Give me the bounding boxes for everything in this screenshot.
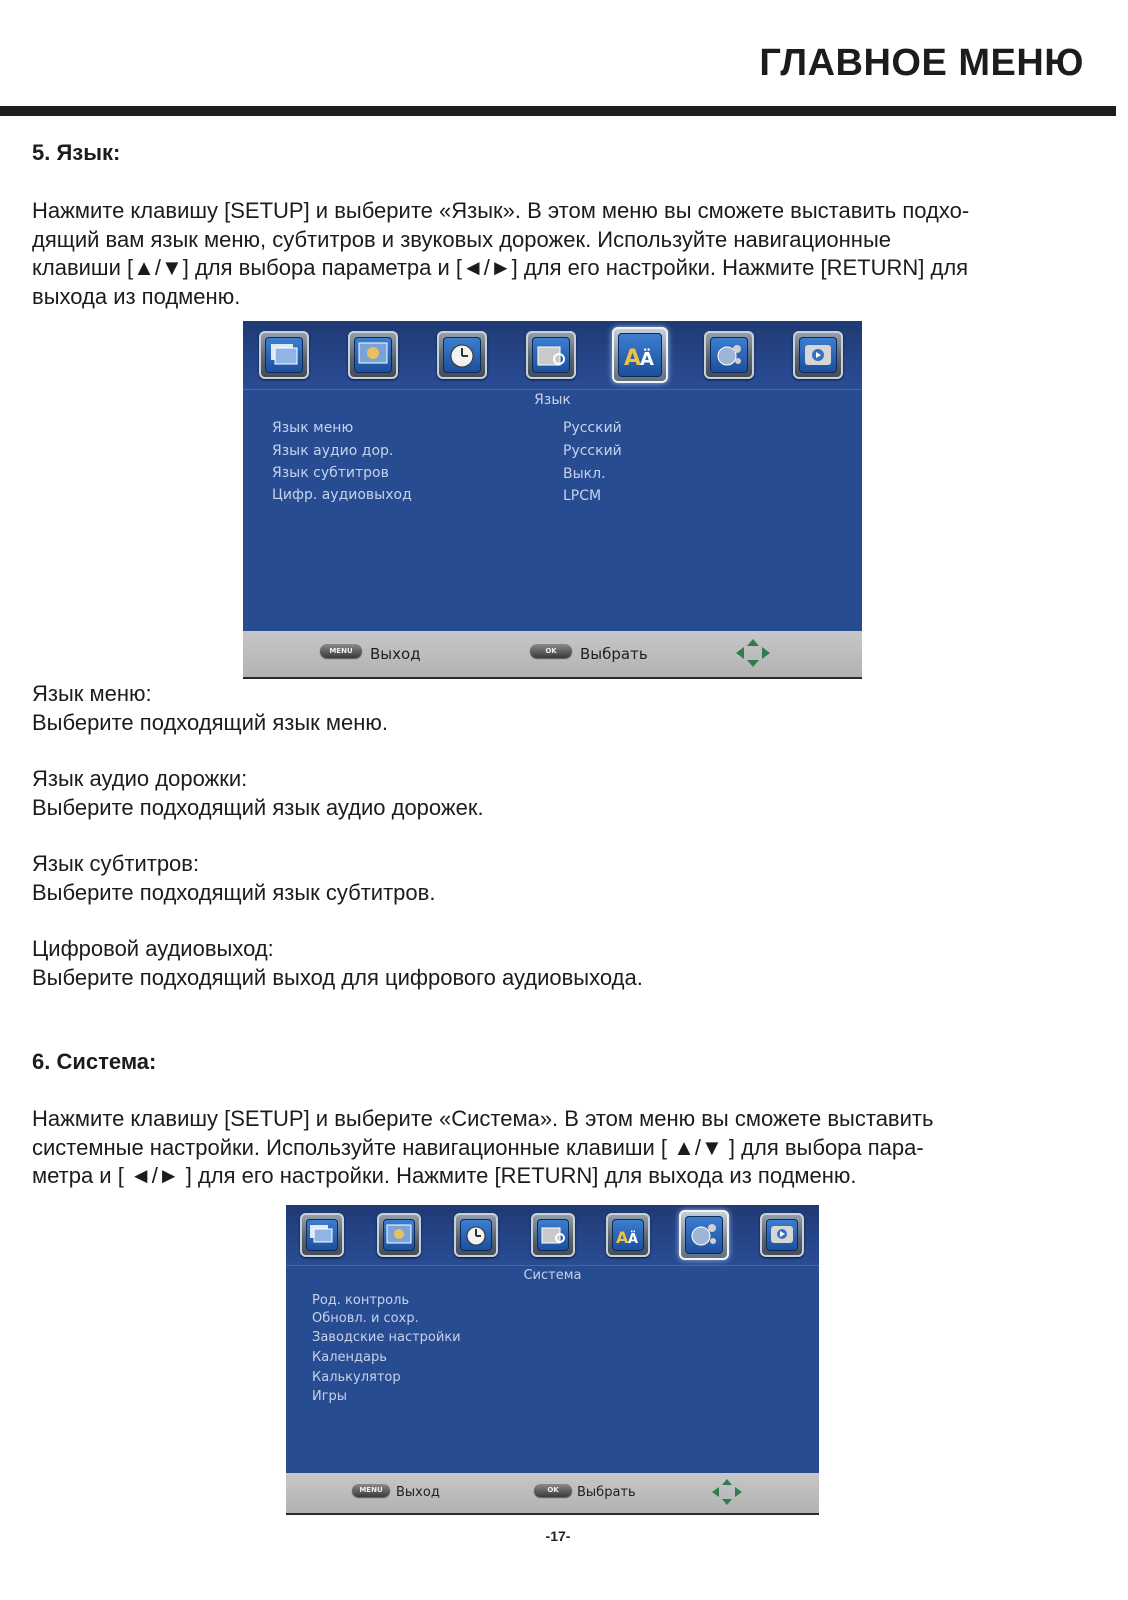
system-icon <box>679 1210 729 1260</box>
system-menu-screenshot <box>286 1205 819 1515</box>
channel-icon <box>531 1213 575 1257</box>
navigation-arrows-icon <box>734 637 772 669</box>
setting-label-audio-language: Язык аудио дор. <box>272 443 394 459</box>
description-title: Цифровой аудиовыход: <box>32 936 274 961</box>
description-text: Выберите подходящий язык меню. <box>32 710 388 735</box>
setting-label-menu-language: Язык меню <box>272 420 354 436</box>
select-hint-label: Выбрать <box>580 645 648 663</box>
picture-icon <box>348 331 398 379</box>
intro-line: Нажмите клавишу [SETUP] и выберите «Система». В этом меню вы сможете выставить <box>32 1106 934 1131</box>
menu-item-calendar: Календарь <box>312 1350 387 1365</box>
description-text: Выберите подходящий язык аудио дорожек. <box>32 795 484 820</box>
header-rule <box>0 106 1116 116</box>
page-number: -17- <box>545 1528 571 1544</box>
intro-line: клавиши [▲/▼] для выбора параметра и [◄/►] для его настройки. Нажмите [RETURN] для <box>32 255 969 280</box>
description-text: Выберите подходящий выход для цифрового аудиовыхода. <box>32 965 643 990</box>
osd-footer-bar <box>243 631 862 679</box>
osd-footer-bar <box>286 1473 819 1515</box>
section-heading-language: 5. Язык: <box>32 140 121 165</box>
exit-hint-label: Выход <box>396 1485 440 1500</box>
intro-line: метра и [ ◄/► ] для его настройки. Нажмите [RETURN] для выхода из подменю. <box>32 1163 857 1188</box>
section-intro-language <box>32 197 1102 311</box>
language-icon <box>606 1213 650 1257</box>
timer-icon <box>454 1213 498 1257</box>
display-icon <box>300 1213 344 1257</box>
svg-text:A: A <box>624 346 642 371</box>
usb-media-icon <box>793 331 843 379</box>
intro-line: выхода из подменю. <box>32 283 241 309</box>
menu-item-parental-control: Род. контроль <box>312 1293 410 1308</box>
setting-value-menu-language: Русский <box>563 420 622 436</box>
description-title: Язык субтитров: <box>32 851 200 876</box>
channel-icon <box>526 331 576 379</box>
svg-text:Ä: Ä <box>640 349 654 370</box>
menu-key-icon: MENU <box>352 1484 390 1497</box>
navigation-arrows-icon <box>710 1477 744 1507</box>
setting-value-audio-language: Русский <box>563 443 622 459</box>
language-icon <box>612 327 668 383</box>
page-header <box>0 0 1128 118</box>
select-hint-label: Выбрать <box>577 1485 636 1500</box>
menu-item-factory-settings: Заводские настройки <box>312 1330 461 1345</box>
menu-item-update-save: Обновл. и сохр. <box>312 1311 419 1326</box>
description-subtitle-language <box>32 849 1082 907</box>
intro-line: системные настройки. Используйте навигационные клавиши [ ▲/▼ ] для выбора пара- <box>32 1134 924 1160</box>
osd-menu-heading: Система <box>523 1268 582 1283</box>
system-icon <box>704 331 754 379</box>
display-icon <box>259 331 309 379</box>
intro-line: Нажмите клавишу [SETUP] и выберите «Язык». В этом меню вы сможете выставить подхо- <box>32 198 970 223</box>
menu-item-calculator: Калькулятор <box>312 1370 401 1385</box>
language-menu-screenshot <box>243 321 862 679</box>
description-title: Язык меню: <box>32 681 152 706</box>
osd-icon-bar <box>243 321 862 390</box>
section-intro-system <box>32 1105 1102 1191</box>
svg-text:A: A <box>616 1228 629 1247</box>
intro-line: дящий вам язык меню, субтитров и звуковых дорожек. Используйте навигационные <box>32 226 891 252</box>
exit-hint-label: Выход <box>370 645 421 663</box>
osd-menu-heading: Язык <box>534 392 571 408</box>
page-title: ГЛАВНОЕ МЕНЮ <box>759 42 1084 84</box>
setting-label-subtitle-language: Язык субтитров <box>272 465 389 481</box>
setting-value-digital-audio: LPCM <box>563 488 602 504</box>
menu-key-icon: MENU <box>320 644 362 658</box>
description-text: Выберите подходящий язык субтитров. <box>32 880 436 905</box>
description-digital-audio <box>32 934 1082 992</box>
description-audio-language <box>32 764 1082 822</box>
usb-media-icon <box>760 1213 804 1257</box>
setting-label-digital-audio: Цифр. аудиовыход <box>272 487 412 503</box>
section-heading-system: 6. Система: <box>32 1049 157 1074</box>
picture-icon <box>377 1213 421 1257</box>
menu-item-games: Игры <box>312 1389 348 1404</box>
description-title: Язык аудио дорожки: <box>32 766 248 791</box>
setting-value-subtitle-language: Выкл. <box>563 466 606 482</box>
description-menu-language <box>32 679 1082 737</box>
osd-icon-bar <box>286 1205 819 1266</box>
ok-key-icon: OK <box>530 644 572 658</box>
ok-key-icon: OK <box>534 1484 572 1497</box>
svg-text:Ä: Ä <box>628 1232 639 1247</box>
timer-icon <box>437 331 487 379</box>
